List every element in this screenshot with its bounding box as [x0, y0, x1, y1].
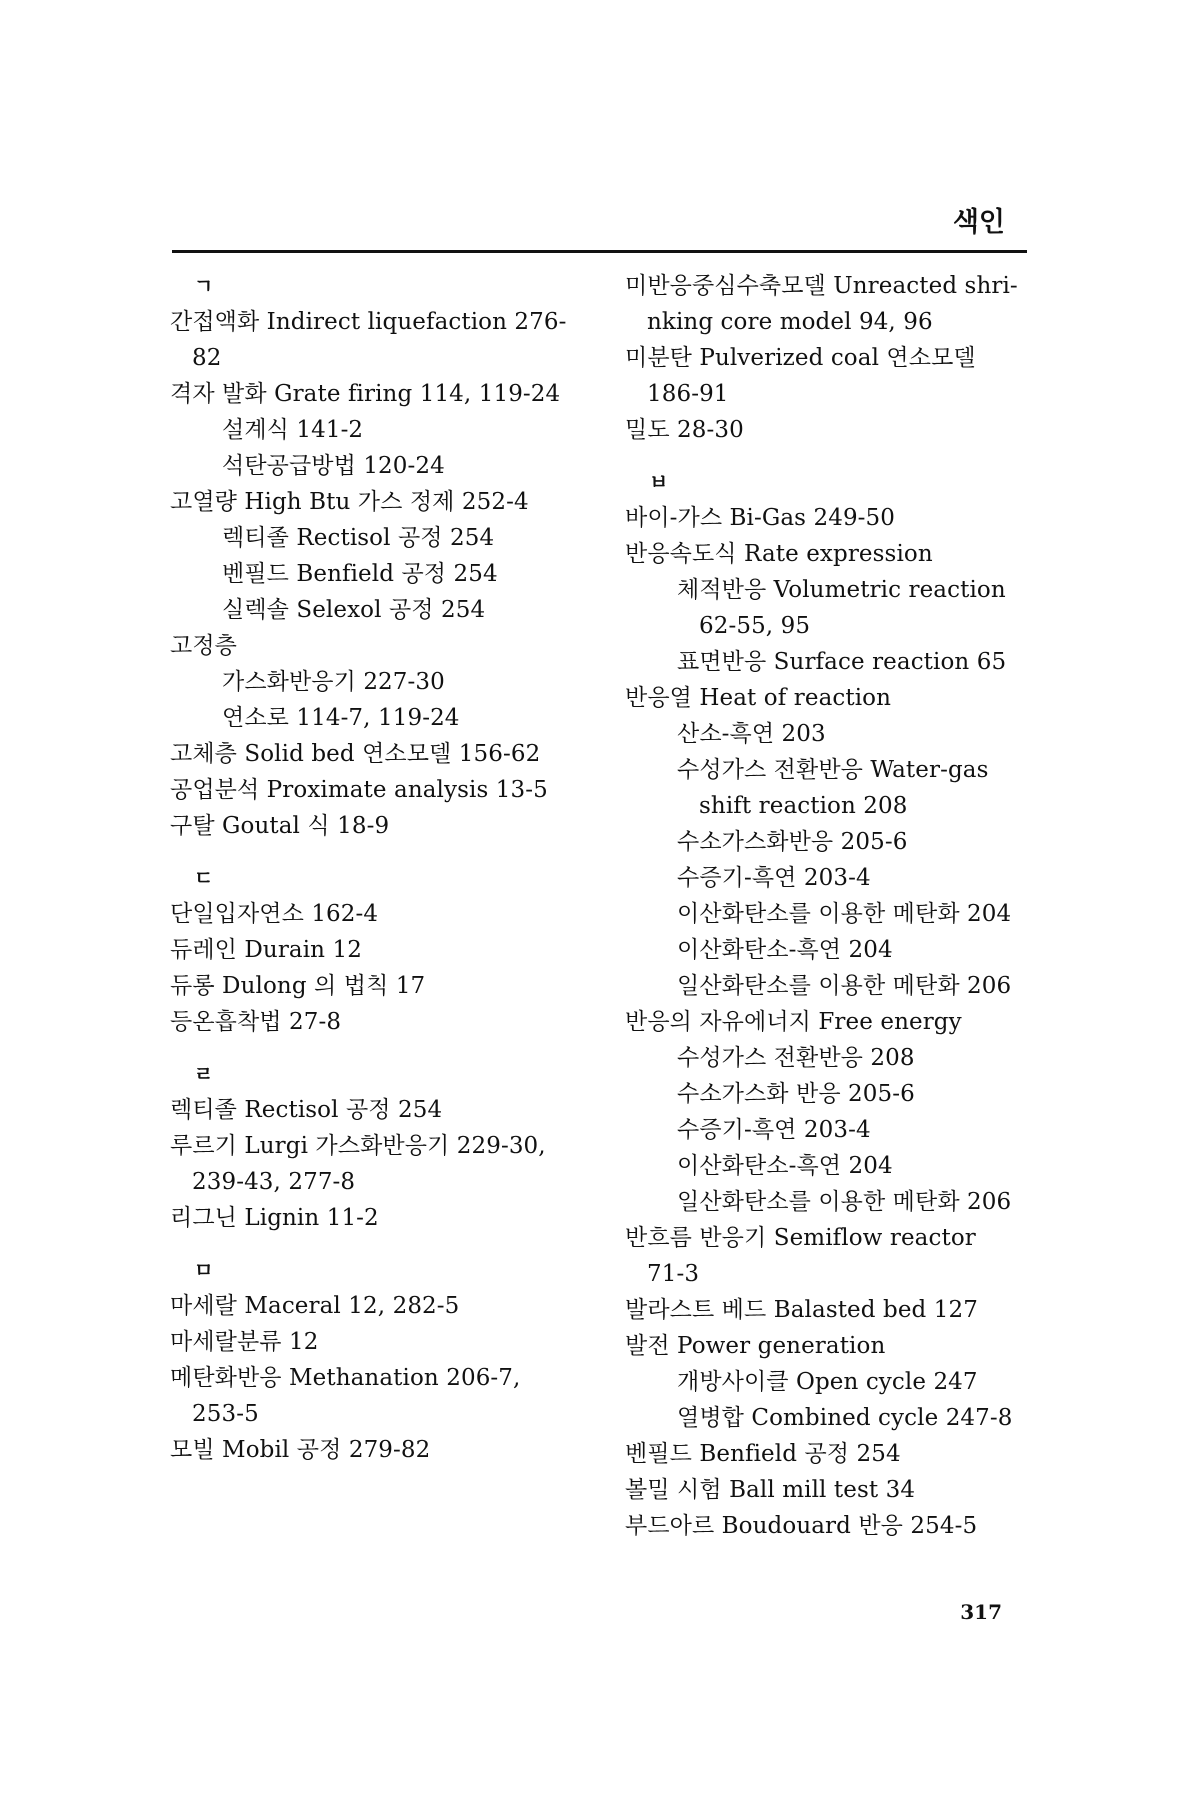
- index-entry: 반응의 자유에너지 Free energy: [625, 1009, 962, 1035]
- index-entry: 고체층 Solid bed 연소모델 156-62: [170, 741, 541, 767]
- index-entry: 바이-가스 Bi-Gas 249-50: [625, 505, 896, 531]
- index-entry: 발전 Power generation: [625, 1333, 886, 1359]
- index-entry: 듀롱 Dulong 의 법칙 17: [170, 973, 426, 999]
- index-subentry: 일산화탄소를 이용한 메탄화 206: [677, 1189, 1012, 1215]
- index-entry: 렉티졸 Rectisol 공정 254: [170, 1097, 443, 1123]
- index-entry: 메탄화반응 Methanation 206-7,: [170, 1365, 521, 1391]
- index-subentry: 벤필드 Benfield 공정 254: [222, 561, 498, 587]
- index-entry-continuation: 71-3: [647, 1261, 700, 1287]
- index-column-left: [170, 268, 600, 1468]
- index-entry: 발라스트 베드 Balasted bed 127: [625, 1297, 978, 1323]
- index-entry: 고정층: [170, 633, 237, 659]
- section-letter: ㅁ: [194, 1258, 214, 1282]
- section-letter: ㄷ: [194, 866, 214, 890]
- index-subentry: 표면반응 Surface reaction 65: [677, 649, 1007, 675]
- header-rule: [172, 250, 1027, 253]
- index-subentry: 수소가스화반응 205-6: [677, 829, 908, 855]
- index-subentry: 가스화반응기 227-30: [222, 669, 445, 695]
- index-subentry: 수성가스 전환반응 208: [677, 1045, 915, 1071]
- index-subentry: shift reaction 208: [699, 793, 908, 819]
- index-entry-continuation: 239-43, 277-8: [192, 1169, 356, 1195]
- index-entry-continuation: 186-91: [647, 381, 729, 407]
- index-entry-continuation: nking core model 94, 96: [647, 309, 933, 335]
- index-entry: 리그닌 Lignin 11-2: [170, 1205, 379, 1231]
- index-subentry: 설계식 141-2: [222, 417, 364, 443]
- index-entry-continuation: 82: [192, 345, 222, 371]
- index-entry: 마세랄 Maceral 12, 282-5: [170, 1293, 460, 1319]
- index-subentry: 수증기-흑연 203-4: [677, 1117, 871, 1143]
- index-entry: 공업분석 Proximate analysis 13-5: [170, 777, 548, 803]
- index-subentry: 이산화탄소-흑연 204: [677, 1153, 893, 1179]
- index-subentry: 렉티졸 Rectisol 공정 254: [222, 525, 495, 551]
- index-subentry: 실렉솔 Selexol 공정 254: [222, 597, 486, 623]
- index-subentry: 이산화탄소-흑연 204: [677, 937, 893, 963]
- index-entry: 미분탄 Pulverized coal 연소모델: [625, 345, 976, 371]
- index-entry: 단일입자연소 162-4: [170, 901, 379, 927]
- index-subentry: 체적반응 Volumetric reaction: [677, 577, 1006, 603]
- index-entry: 고열량 High Btu 가스 정제 252-4: [170, 489, 529, 515]
- index-entry: 미반응중심수축모델 Unreacted shri-: [625, 273, 1018, 299]
- index-entry: 듀레인 Durain 12: [170, 937, 362, 963]
- section-letter: ㅂ: [649, 470, 669, 494]
- index-subentry: 개방사이클 Open cycle 247: [677, 1369, 978, 1395]
- index-entry: 루르기 Lurgi 가스화반응기 229-30,: [170, 1133, 546, 1159]
- index-subentry: 62-55, 95: [699, 613, 811, 639]
- index-subentry: 일산화탄소를 이용한 메탄화 206: [677, 973, 1012, 999]
- index-subentry: 열병합 Combined cycle 247-8: [677, 1405, 1013, 1431]
- index-subentry: 산소-흑연 203: [677, 721, 826, 747]
- section-letter: ㄱ: [194, 274, 214, 298]
- index-entry: 볼밀 시험 Ball mill test 34: [625, 1477, 916, 1503]
- index-subentry: 이산화탄소를 이용한 메탄화 204: [677, 901, 1012, 927]
- index-subentry: 수소가스화 반응 205-6: [677, 1081, 915, 1107]
- index-entry: 격자 발화 Grate firing 114, 119-24: [170, 381, 561, 407]
- index-entry: 구탈 Goutal 식 18-9: [170, 813, 390, 839]
- section-letter: ㄹ: [194, 1062, 214, 1086]
- index-subentry: 수성가스 전환반응 Water-gas: [677, 757, 989, 783]
- index-entry-continuation: 253-5: [192, 1401, 259, 1427]
- index-subentry: 연소로 114-7, 119-24: [222, 705, 460, 731]
- index-entry: 등온흡착법 27-8: [170, 1009, 342, 1035]
- index-entry: 밀도 28-30: [625, 417, 744, 443]
- page-header-title: 색인: [952, 207, 1005, 238]
- index-column-right: [625, 268, 1045, 1544]
- index-entry: 반응속도식 Rate expression: [625, 541, 933, 567]
- index-entry: 반응열 Heat of reaction: [625, 685, 892, 711]
- index-entry: 부드아르 Boudouard 반응 254-5: [625, 1513, 978, 1539]
- index-entry: 마세랄분류 12: [170, 1329, 319, 1355]
- index-subentry: 수증기-흑연 203-4: [677, 865, 871, 891]
- index-entry: 모빌 Mobil 공정 279-82: [170, 1437, 431, 1463]
- index-entry: 간접액화 Indirect liquefaction 276-: [170, 309, 567, 335]
- index-entry: 반흐름 반응기 Semiflow reactor: [625, 1225, 976, 1251]
- index-subentry: 석탄공급방법 120-24: [222, 453, 445, 479]
- page-number: 317: [960, 1600, 1002, 1624]
- index-entry: 벤필드 Benfield 공정 254: [625, 1441, 901, 1467]
